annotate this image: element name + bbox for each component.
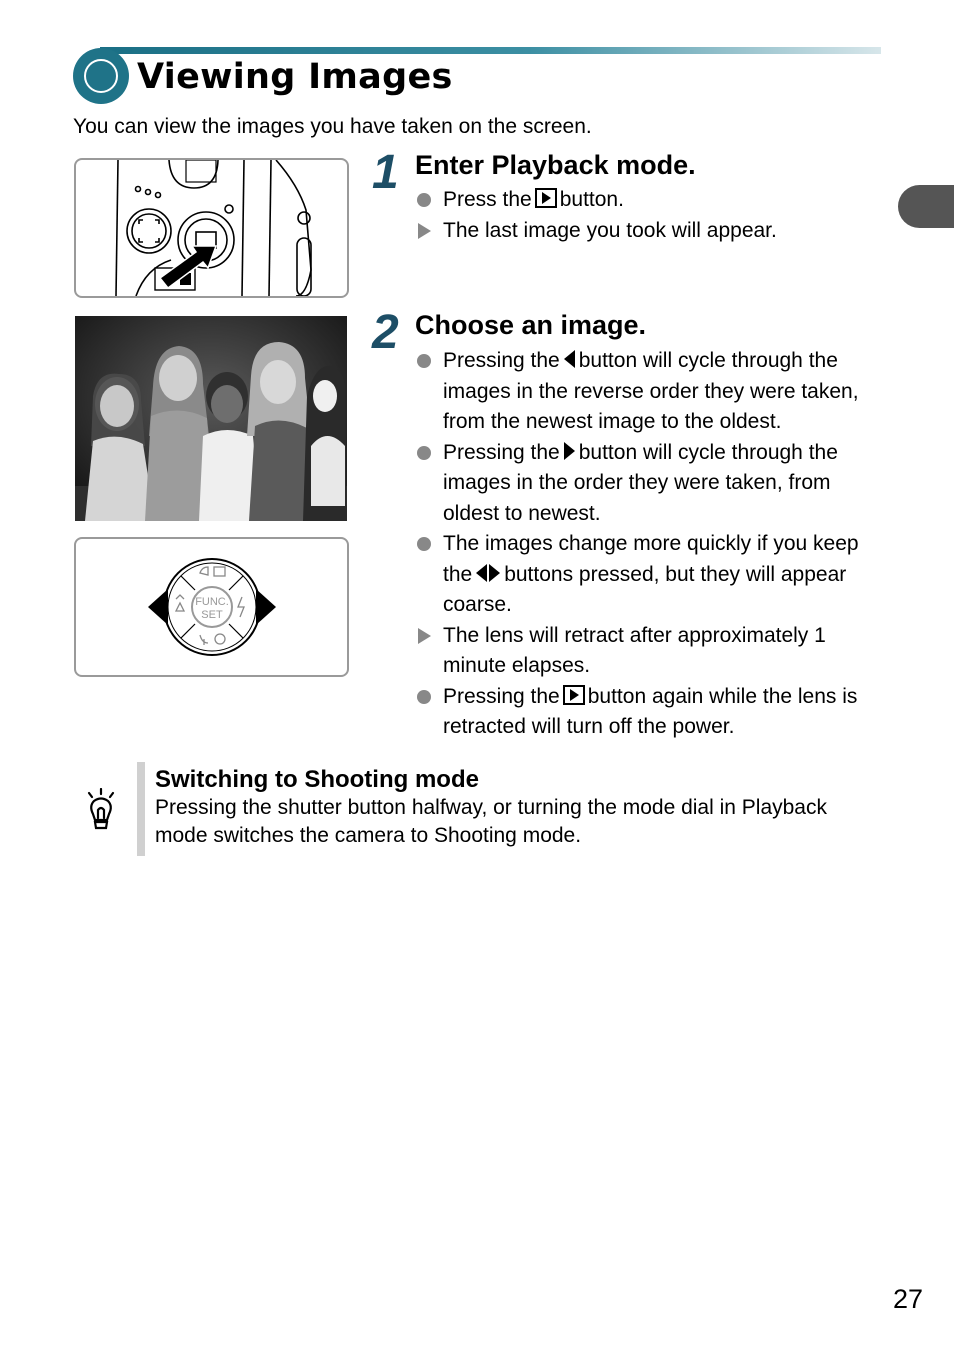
step-1-item-2: The last image you took will appear. [415,216,885,247]
bullet-dot-icon [415,185,435,215]
bullet-dot-icon [415,682,435,712]
step-1-title: Enter Playback mode. [415,150,696,180]
section-circle-icon [73,48,129,104]
step-2-number: 2 [372,306,397,359]
step-1-number: 1 [372,146,397,199]
lightbulb-icon [84,788,118,834]
step-2-list [415,346,885,743]
camera-back-illustration [76,160,347,296]
step-2-item-3: The images change more quickly if you keep the buttons pressed, but they will appear coarse. [415,529,885,621]
step-2-item-1: Pressing the button will cycle through the images in the reverse order they were taken, from the newest image to the oldest. [415,346,885,438]
tip-bar [137,762,145,856]
bullet-triangle-icon [415,216,435,246]
page-title: Viewing Images [137,57,453,97]
func-label: FUNC. [195,596,229,608]
sample-photo-children-dog [75,316,347,521]
set-label: SET [201,609,223,621]
left-right-arrows-icon [472,563,504,586]
tip-text: Pressing the shutter button halfway, or turning the mode dial in Playback mode switches the camera to Shooting mode. [155,796,827,847]
page-number: 27 [893,1284,924,1314]
playback-button-icon [535,188,557,208]
bullet-dot-icon [415,346,435,376]
right-arrow-icon [256,589,276,625]
bullet-dot-icon [415,438,435,468]
step-1-list [415,185,885,246]
left-arrow-icon [148,589,168,625]
photo-illustration [75,316,347,521]
step-2-item-5: Pressing the button again while the lens is retracted will turn off the power. [415,682,885,743]
step-2-item-4: The lens will retract after approximately 1 minute elapses. [415,621,885,682]
step-2-item-2: Pressing the button will cycle through the images in the order they were taken, from oldest to newest. [415,438,885,530]
control-dial-illustration [76,539,347,675]
step-2-title: Choose an image. [415,310,647,340]
bullet-dot-icon [415,529,435,559]
chapter-tab [898,185,954,228]
step-1-item-1: Press the button. [415,185,885,216]
tip-title: Switching to Shooting mode [155,766,479,793]
playback-button-icon [563,685,585,705]
control-dial-figure [74,537,349,677]
camera-playback-button-figure [74,158,349,298]
left-arrow-icon [564,350,575,368]
right-arrow-icon [564,442,575,460]
header-rule [100,47,881,54]
intro-text: You can view the images you have taken on the screen. [73,115,592,138]
bullet-triangle-icon [415,621,435,651]
